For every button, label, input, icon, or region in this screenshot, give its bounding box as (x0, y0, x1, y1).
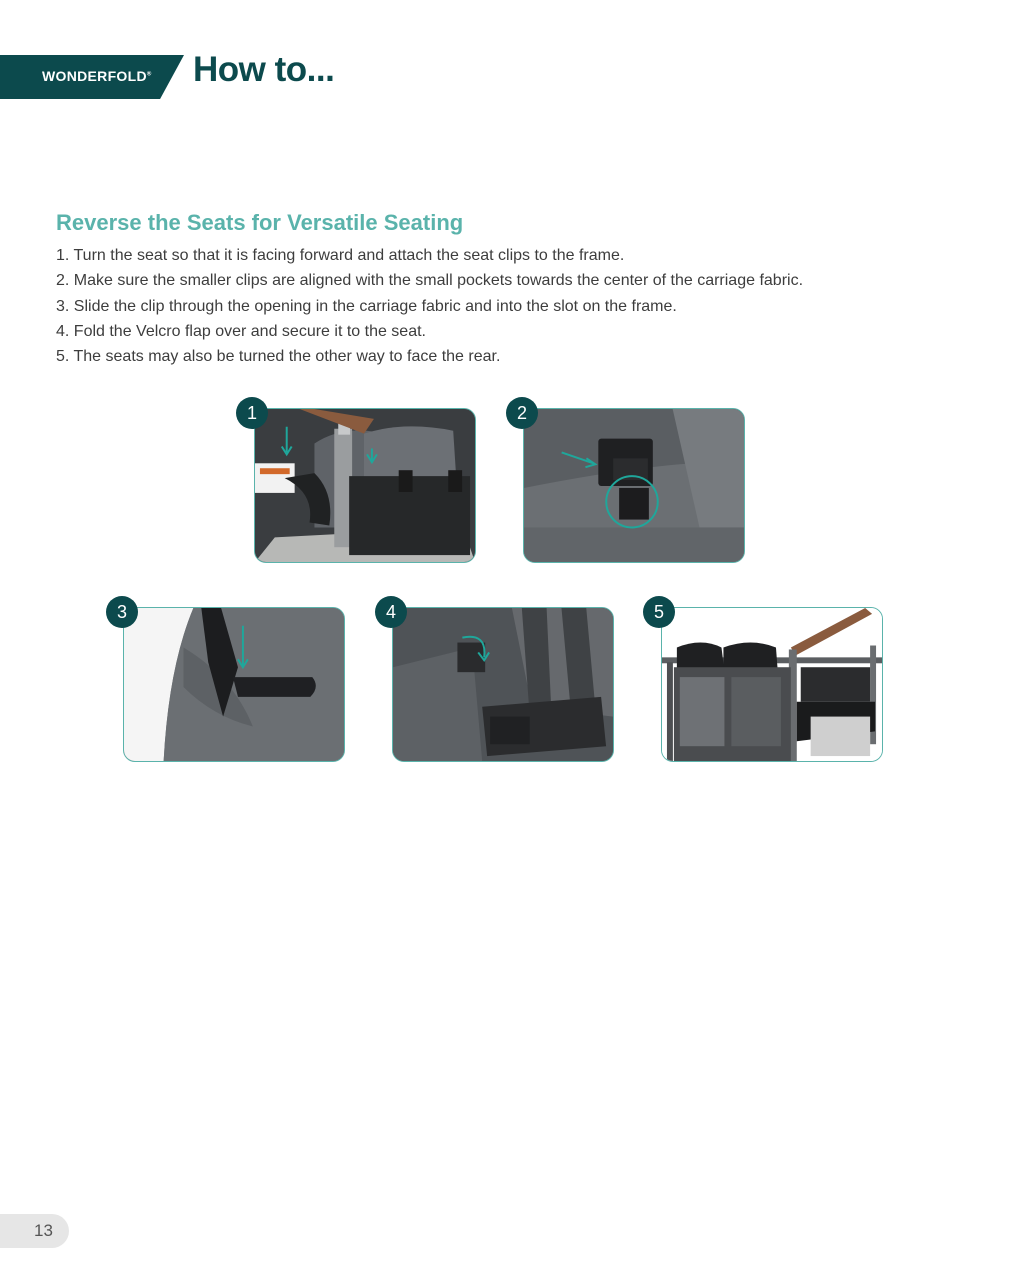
step-2-photo (523, 408, 745, 563)
step-badge-3: 3 (106, 596, 138, 628)
step-badge-5: 5 (643, 596, 675, 628)
brand-logo: WONDERFOLD® (42, 68, 152, 84)
section-title: Reverse the Seats for Versatile Seating (56, 210, 464, 235)
step-4-photo (392, 607, 614, 762)
step-badge-2: 2 (506, 397, 538, 429)
step-1-photo (254, 408, 476, 563)
step-5-photo (661, 607, 883, 762)
instruction-step: 2. Make sure the smaller clips are aligned with the small pockets towards the center of the carriage fabric. (56, 272, 804, 290)
instruction-step: 3. Slide the clip through the opening in the carriage fabric and into the slot on the frame. (56, 297, 677, 315)
step-badge-1: 1 (236, 397, 268, 429)
step-badge-4: 4 (375, 596, 407, 628)
instruction-step: 1. Turn the seat so that it is facing forward and attach the seat clips to the frame. (56, 247, 625, 264)
instruction-step: 5. The seats may also be turned the other way to face the rear. (56, 348, 501, 366)
page-number: 13 (34, 1221, 53, 1240)
page-title: How to... (193, 50, 335, 89)
instruction-step: 4. Fold the Velcro flap over and secure it to the seat. (56, 322, 426, 340)
step-3-photo (123, 607, 345, 762)
instruction-list (56, 243, 803, 369)
